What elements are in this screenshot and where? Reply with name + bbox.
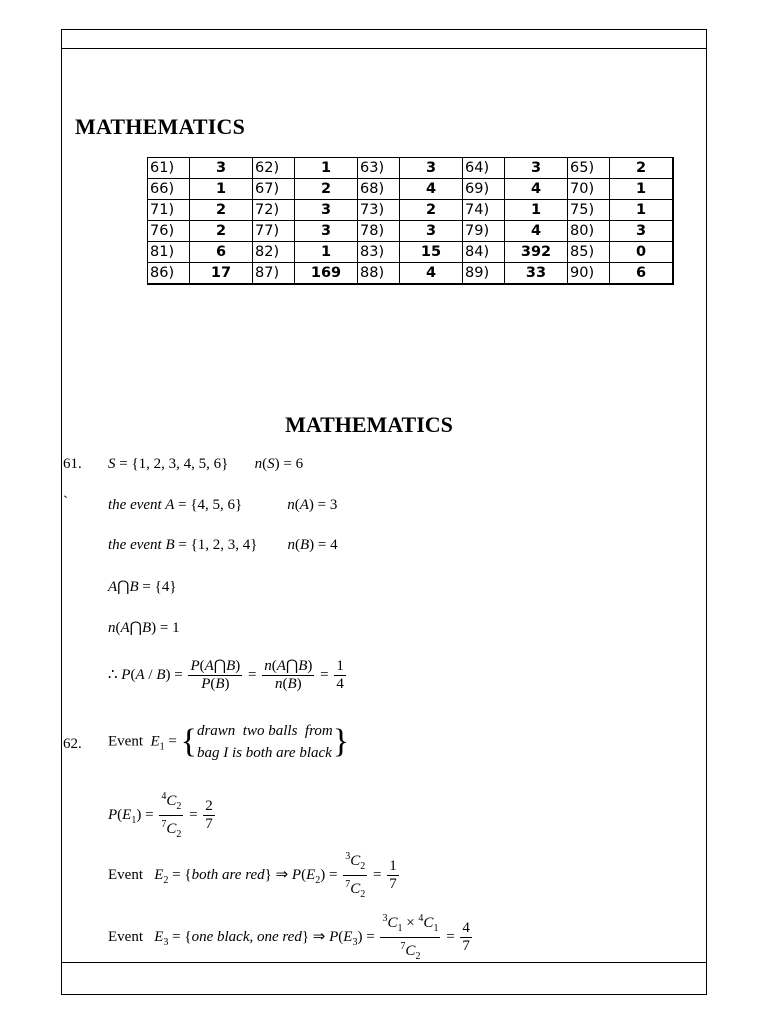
answer-cell: 17 xyxy=(190,263,253,285)
answer-cell: 1 xyxy=(610,179,674,200)
stray-backtick: ` xyxy=(63,494,68,510)
solution-61-line-3: the event B = {1, 2, 3, 4} n(B) = 4 xyxy=(108,537,338,553)
question-number-cell: 84) xyxy=(463,242,505,263)
question-number-cell: 89) xyxy=(463,263,505,285)
question-number-61: 61. xyxy=(63,456,82,472)
question-number-cell: 64) xyxy=(463,158,505,179)
answer-key-row xyxy=(148,179,674,200)
answer-key-row xyxy=(148,242,674,263)
question-number-cell: 78) xyxy=(358,221,400,242)
question-number-cell: 77) xyxy=(253,221,295,242)
solution-61-line-1: S = {1, 2, 3, 4, 5, 6} n(S) = 6 xyxy=(108,456,304,472)
question-number-cell: 87) xyxy=(253,263,295,285)
answer-cell: 169 xyxy=(295,263,358,285)
answer-cell: 3 xyxy=(190,158,253,179)
answer-cell: 4 xyxy=(505,221,568,242)
answer-cell: 4 xyxy=(400,263,463,285)
question-number-cell: 81) xyxy=(148,242,190,263)
question-number-cell: 65) xyxy=(568,158,610,179)
answer-cell: 1 xyxy=(295,158,358,179)
answer-cell: 3 xyxy=(610,221,674,242)
question-number-cell: 88) xyxy=(358,263,400,285)
answer-cell: 4 xyxy=(505,179,568,200)
answer-cell: 2 xyxy=(400,200,463,221)
answer-key-table xyxy=(147,157,674,285)
solution-61-line-6: ∴ P(A / B) = $\frac{P(A⋂B)}{P(B)}$ = $\frac{n(A⋂B)}{n(B)}$ = $\frac{1}{4}$ xyxy=(108,658,344,692)
question-number-cell: 74) xyxy=(463,200,505,221)
question-number-cell: 73) xyxy=(358,200,400,221)
answer-cell: 2 xyxy=(190,221,253,242)
question-number-cell: 83) xyxy=(358,242,400,263)
solution-62-line-4: Event $E_3 = \{one$ black, one red} ⇒ $P(E_3)$ = $\frac{^3C_1 \times ^4C_1}{^7C_2}$ = $\frac{4}{7}$ xyxy=(108,910,474,965)
answer-cell: 3 xyxy=(295,200,358,221)
solution-62-line-1: Event $E_1$ = { drawn two balls from bag I is both are black } xyxy=(108,723,350,761)
answer-key-row xyxy=(148,263,674,285)
answer-cell: 4 xyxy=(400,179,463,200)
solution-61-line-4: A⋂B = {4} xyxy=(108,579,177,595)
question-number-cell: 70) xyxy=(568,179,610,200)
question-number-cell: 71) xyxy=(148,200,190,221)
answer-cell: 0 xyxy=(610,242,674,263)
question-number-cell: 63) xyxy=(358,158,400,179)
answer-cell: 3 xyxy=(295,221,358,242)
solution-62-line-2: $P(E_1)$ = $\frac{^4C_2}{^7C_2}$ = $\frac{2}{7}$ xyxy=(108,788,217,843)
question-number-cell: 68) xyxy=(358,179,400,200)
answer-key-title: MATHEMATICS xyxy=(75,114,246,139)
solutions-title: MATHEMATICS xyxy=(285,412,453,437)
answer-key-row xyxy=(148,158,674,179)
solution-61-line-5: n(A⋂B) = 1 xyxy=(108,620,180,636)
solution-61-line-2: the event A = {4, 5, 6} n(A) = 3 xyxy=(108,497,338,513)
question-number-cell: 61) xyxy=(148,158,190,179)
answer-cell: 3 xyxy=(505,158,568,179)
question-number-cell: 85) xyxy=(568,242,610,263)
question-number-cell: 67) xyxy=(253,179,295,200)
question-number-cell: 75) xyxy=(568,200,610,221)
question-number-cell: 79) xyxy=(463,221,505,242)
answer-cell: 6 xyxy=(190,242,253,263)
question-number-cell: 62) xyxy=(253,158,295,179)
answer-cell: 3 xyxy=(400,221,463,242)
question-number-62: 62. xyxy=(63,736,82,752)
answer-cell: 1 xyxy=(610,200,674,221)
answer-cell: 392 xyxy=(505,242,568,263)
question-number-cell: 80) xyxy=(568,221,610,242)
answer-cell: 2 xyxy=(610,158,674,179)
answer-cell: 1 xyxy=(505,200,568,221)
answer-cell: 2 xyxy=(295,179,358,200)
answer-cell: 6 xyxy=(610,263,674,285)
question-number-cell: 72) xyxy=(253,200,295,221)
answer-key-row xyxy=(148,221,674,242)
question-number-cell: 66) xyxy=(148,179,190,200)
answer-key-row xyxy=(148,200,674,221)
answer-cell: 1 xyxy=(295,242,358,263)
solution-62-line-3: Event $E_2$ = {both are red} ⇒ $P(E_2)$ = $\frac{^3C_2}{^7C_2}$ = $\frac{1}{7}$ xyxy=(108,848,401,903)
question-number-cell: 69) xyxy=(463,179,505,200)
question-number-cell: 82) xyxy=(253,242,295,263)
question-number-cell: 86) xyxy=(148,263,190,285)
answer-cell: 1 xyxy=(190,179,253,200)
question-number-cell: 90) xyxy=(568,263,610,285)
answer-cell: 2 xyxy=(190,200,253,221)
answer-cell: 33 xyxy=(505,263,568,285)
header-rule xyxy=(61,48,707,49)
answer-cell: 3 xyxy=(400,158,463,179)
answer-cell: 15 xyxy=(400,242,463,263)
question-number-cell: 76) xyxy=(148,221,190,242)
